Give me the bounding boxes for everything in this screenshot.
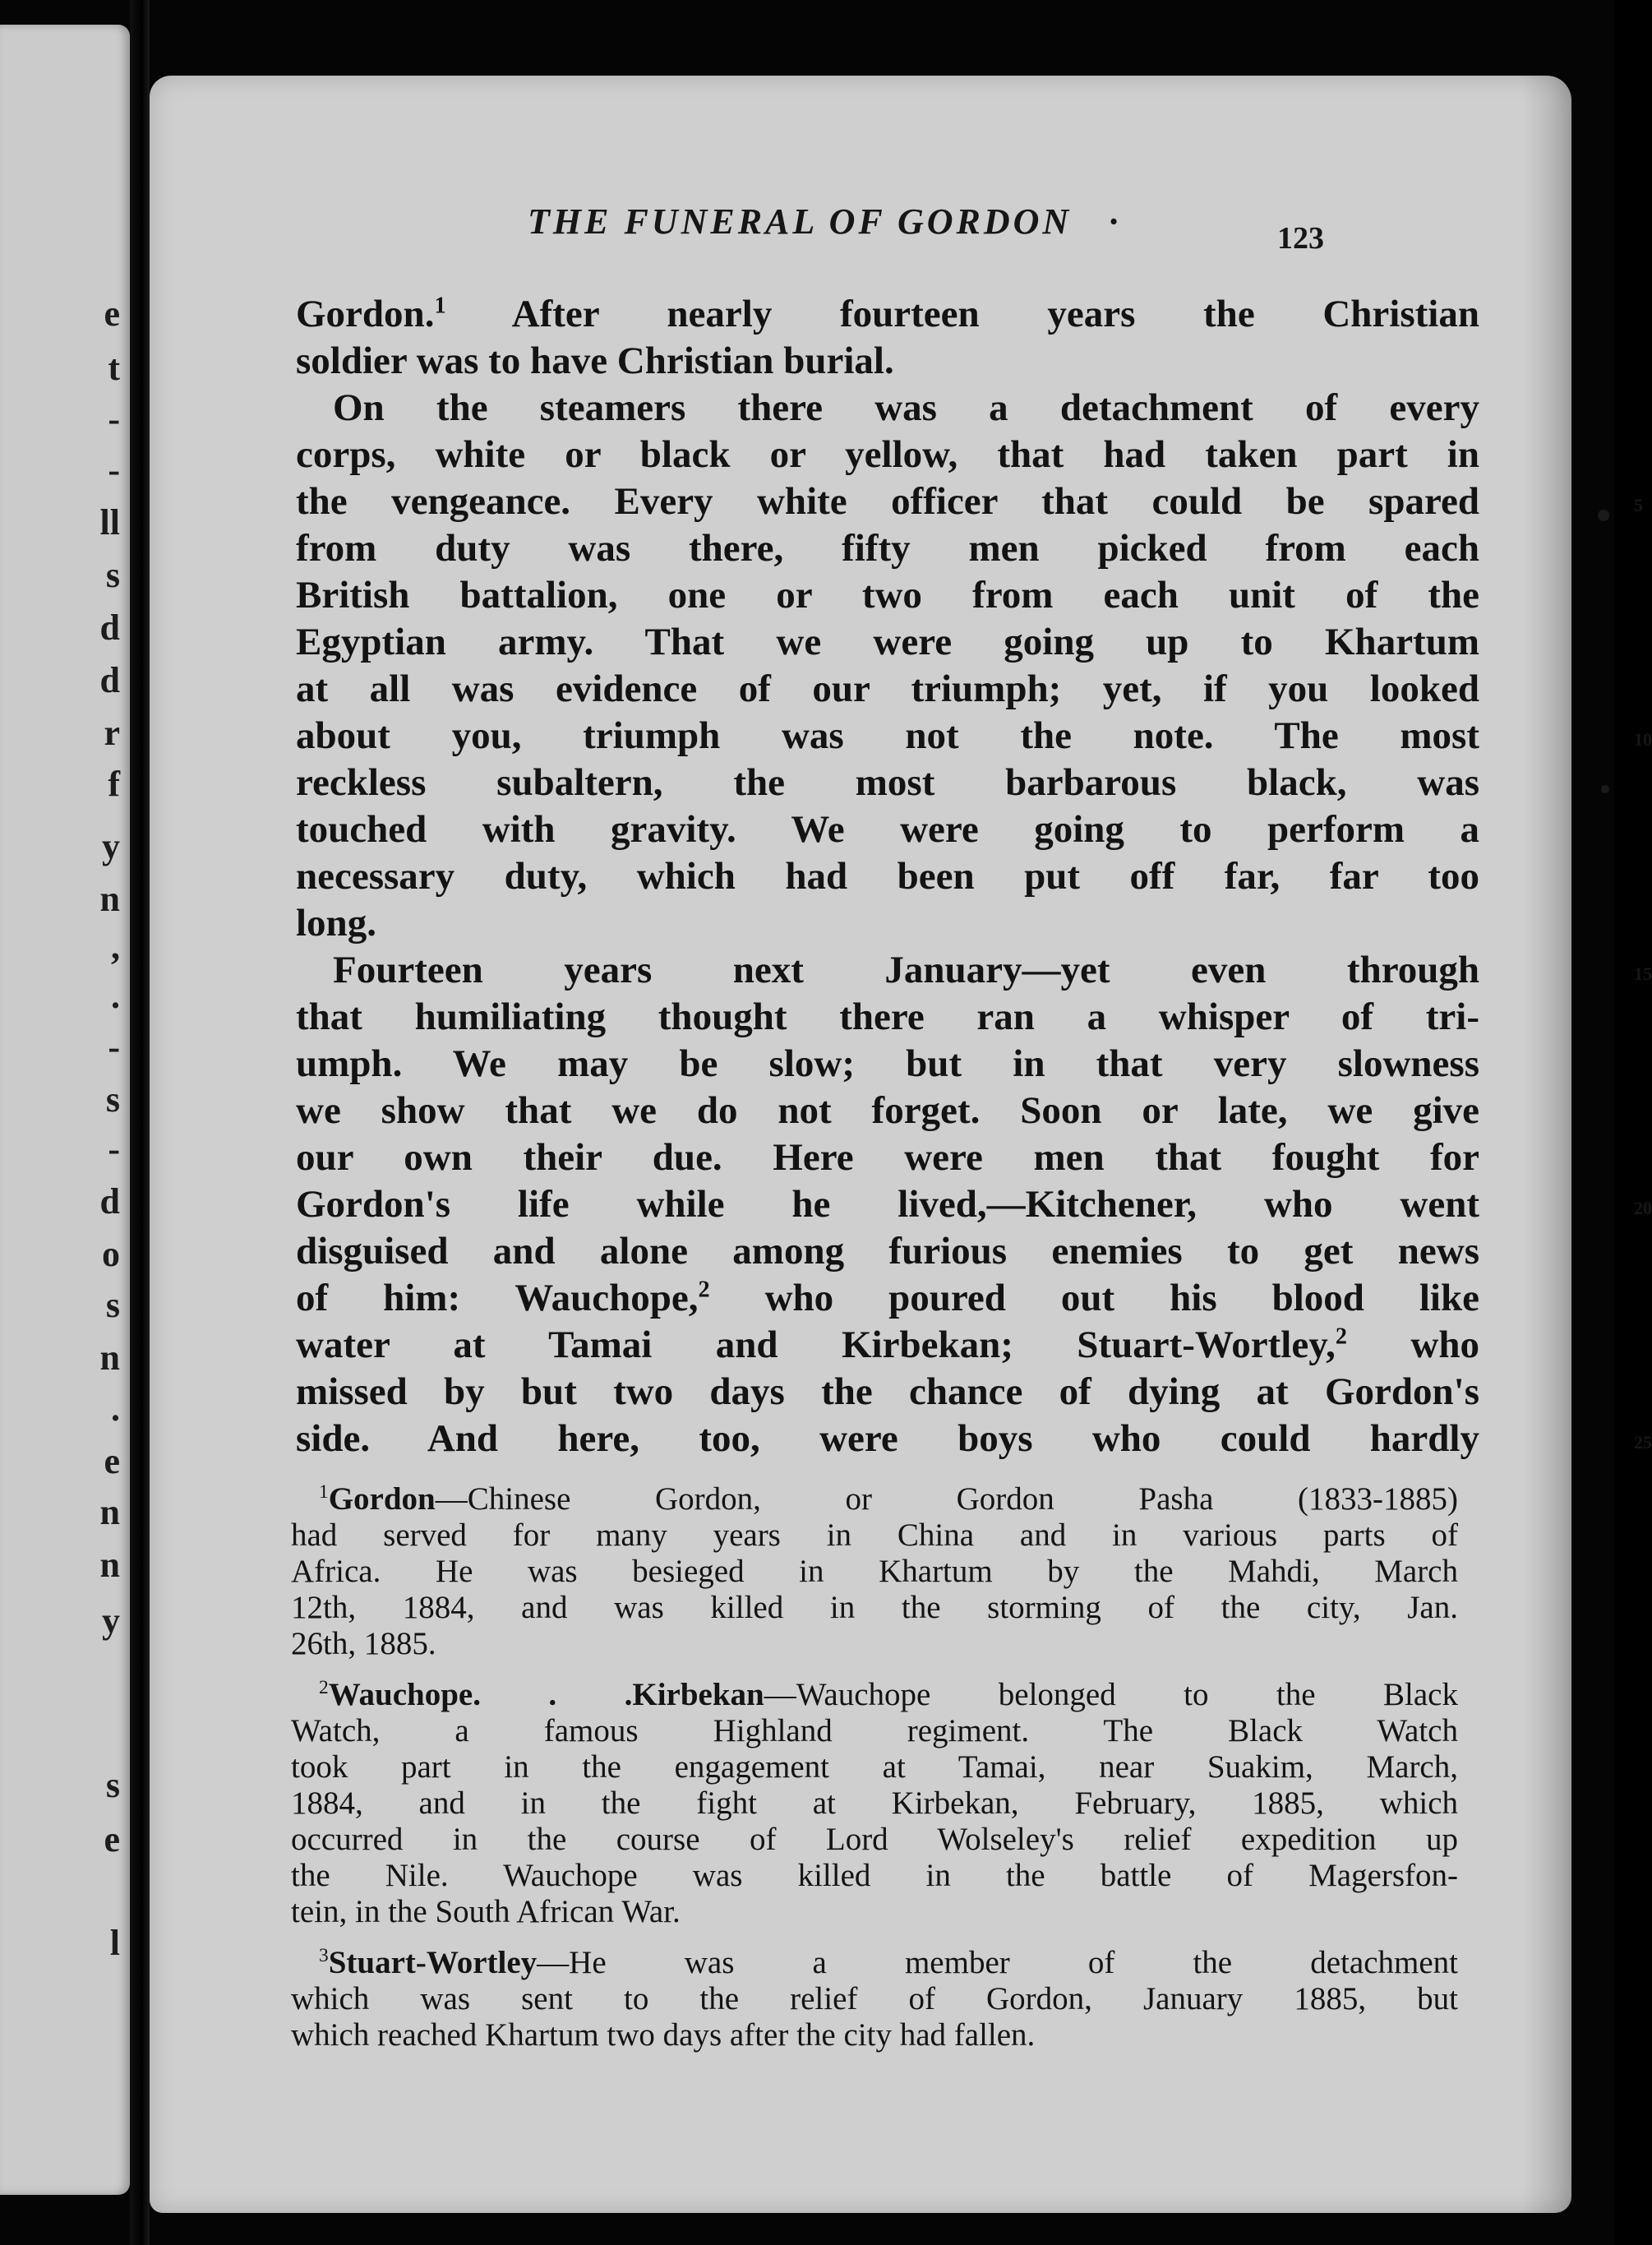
previous-page-text-fragment: f bbox=[108, 764, 120, 804]
footnote-marker: 3 bbox=[319, 1945, 329, 1966]
previous-page-text-fragment: e bbox=[104, 293, 120, 334]
previous-page-text-fragment: - bbox=[108, 399, 120, 439]
running-head-separator: · bbox=[1109, 201, 1122, 242]
book-gutter bbox=[130, 0, 150, 2245]
book-page bbox=[150, 76, 1652, 2213]
body-line: our own their due. Here were men that fought for bbox=[296, 1136, 1479, 1179]
footnote bbox=[291, 1481, 1458, 1662]
margin-speck bbox=[1598, 510, 1609, 521]
previous-page-text-fragment: s bbox=[105, 1285, 120, 1325]
body-line: necessary duty, which had been put off far, far too bbox=[296, 855, 1479, 898]
footnote-reference: 2 bbox=[698, 1277, 710, 1303]
previous-page-text-fragment: , bbox=[111, 926, 120, 967]
previous-page-text-fragment: d bbox=[99, 660, 120, 700]
body-line: that humiliating thought there ran a whisper of tri- bbox=[296, 995, 1479, 1038]
previous-page-text-fragment: n bbox=[99, 879, 120, 919]
line-number: 20 bbox=[1634, 1198, 1652, 1218]
body-line: about you, triumph was not the note. The most bbox=[296, 714, 1479, 757]
footnote bbox=[291, 1945, 1458, 2053]
footnote-marker: 2 bbox=[319, 1677, 329, 1698]
previous-page-text-fragment: e bbox=[104, 1819, 120, 1859]
footnotes bbox=[291, 1481, 1458, 2068]
body-line: umph. We may be slow; but in that very slowness bbox=[296, 1042, 1479, 1085]
body-line: Fourteen years next January—yet even through bbox=[333, 949, 1479, 991]
line-number: 10 bbox=[1634, 729, 1652, 750]
previous-page-text-fragment: - bbox=[108, 450, 120, 490]
body-line: British battalion, one or two from each unit of the bbox=[296, 574, 1479, 617]
margin-speck bbox=[1601, 785, 1609, 793]
body-line: soldier was to have Christian burial. bbox=[296, 340, 894, 382]
previous-page-text-fragment: . bbox=[111, 976, 120, 1016]
page-number: 123 bbox=[1277, 221, 1324, 256]
footnote-line: $^1$Gordon—Chinese Gordon, or Gordon Pasha (1833-1885) bbox=[319, 1481, 1458, 1517]
previous-page-text-fragment: s bbox=[105, 1079, 120, 1120]
body-line: the vengeance. Every white officer that could be spared bbox=[296, 480, 1479, 523]
previous-page-text-fragment: t bbox=[108, 348, 120, 388]
body-line: side. And here, too, were boys who could hardly bbox=[296, 1417, 1479, 1460]
previous-page-text-fragment: n bbox=[99, 1337, 120, 1378]
previous-page-text-fragment: s bbox=[105, 1765, 120, 1805]
body-line: disguised and alone among furious enemies to get news bbox=[296, 1230, 1479, 1273]
body-line: Gordon.$^1$ After nearly fourteen years the Christian bbox=[296, 293, 1479, 335]
footnote-line: had served for many years in China and in various parts of bbox=[291, 1517, 1458, 1553]
body-line: from duty was there, fifty men picked from each bbox=[296, 527, 1479, 570]
previous-page-text-fragment: . bbox=[111, 1388, 120, 1429]
previous-page-text-fragment: ll bbox=[99, 502, 120, 543]
footnote-line: $^3$Stuart-Wortley—He was a member of the detachment bbox=[319, 1945, 1458, 1980]
footnote-line: took part in the engagement at Tamai, near Suakim, March, bbox=[291, 1749, 1458, 1785]
body-text bbox=[296, 291, 1652, 1462]
footnote-line: occurred in the course of Lord Wolseley's relief expedition up bbox=[291, 1822, 1458, 1857]
running-title: THE FUNERAL OF GORDON bbox=[528, 201, 1073, 242]
footnote-reference: 1 bbox=[434, 293, 446, 319]
body-line: of him: Wauchope,$^2$ who poured out his blood like bbox=[296, 1277, 1479, 1319]
previous-page-text-fragment: y bbox=[102, 826, 120, 866]
previous-page-text-fragment: d bbox=[99, 1181, 120, 1222]
line-number: 25 bbox=[1634, 1432, 1652, 1453]
line-number: 5 bbox=[1634, 495, 1643, 515]
previous-page-text-fragment: e bbox=[104, 1441, 120, 1481]
body-line: touched with gravity. We were going to perform a bbox=[296, 808, 1479, 851]
previous-page-text-fragment: n bbox=[99, 1492, 120, 1532]
footnote-line: which was sent to the relief of Gordon, January 1885, but bbox=[291, 1981, 1458, 2016]
previous-page-text-fragment: l bbox=[109, 1923, 120, 1963]
footnote-line: 26th, 1885. bbox=[291, 1626, 436, 1661]
previous-page-text-fragment: d bbox=[99, 607, 120, 648]
body-line: missed by but two days the chance of dying at Gordon's bbox=[296, 1370, 1479, 1413]
previous-page-text-fragment: s bbox=[105, 555, 120, 595]
footnote bbox=[291, 1677, 1458, 1930]
body-line: corps, white or black or yellow, that had taken part in bbox=[296, 433, 1479, 476]
body-line: at all was evidence of our triumph; yet, if you looked bbox=[296, 667, 1479, 710]
body-line: we show that we do not forget. Soon or late, we give bbox=[296, 1089, 1479, 1132]
previous-page-text-fragment: - bbox=[108, 1129, 120, 1169]
previous-page-text-fragment: y bbox=[102, 1601, 120, 1641]
footnote-reference: 2 bbox=[1335, 1323, 1347, 1350]
footnote-line: Africa. He was besieged in Khartum by the Mahdi, March bbox=[291, 1554, 1458, 1589]
footnote-line: $^2$Wauchope. . .Kirbekan—Wauchope belonged to the Black bbox=[319, 1677, 1458, 1712]
footnote-line: which reached Khartum two days after the city had fallen. bbox=[291, 2017, 1036, 2053]
body-line: Egyptian army. That we were going up to Khartum bbox=[296, 621, 1479, 663]
previous-page-edge bbox=[0, 25, 130, 2195]
footnote-line: tein, in the South African War. bbox=[291, 1894, 681, 1929]
footnote-line: 1884, and in the fight at Kirbekan, February, 1885, which bbox=[291, 1785, 1458, 1821]
body-line: water at Tamai and Kirbekan; Stuart-Wortley,$^2$ who bbox=[296, 1323, 1479, 1366]
body-line: long. bbox=[296, 902, 376, 945]
body-line: On the steamers there was a detachment of every bbox=[333, 386, 1479, 429]
previous-page-text-fragment: - bbox=[108, 1027, 120, 1067]
footnote-headword: Wauchope. . .Kirbekan bbox=[328, 1677, 764, 1712]
footnote-headword: Gordon bbox=[328, 1481, 436, 1517]
line-number: 15 bbox=[1634, 963, 1652, 984]
previous-page-text-fragment: n bbox=[99, 1545, 120, 1585]
footnote-marker: 1 bbox=[319, 1481, 329, 1503]
footnote-line: Watch, a famous Highland regiment. The Black Watch bbox=[291, 1713, 1458, 1748]
running-head bbox=[528, 201, 1121, 243]
body-line: reckless subaltern, the most barbarous black, was bbox=[296, 761, 1479, 804]
footnote-headword: Stuart-Wortley bbox=[328, 1945, 538, 1980]
body-line: Gordon's life while he lived,—Kitchener, who went bbox=[296, 1183, 1479, 1226]
previous-page-text-fragment: r bbox=[104, 713, 120, 753]
footnote-line: the Nile. Wauchope was killed in the battle of Magersfon- bbox=[291, 1858, 1458, 1893]
footnote-line: 12th, 1884, and was killed in the storming of the city, Jan. bbox=[291, 1590, 1458, 1625]
previous-page-text-fragment: o bbox=[102, 1234, 120, 1274]
